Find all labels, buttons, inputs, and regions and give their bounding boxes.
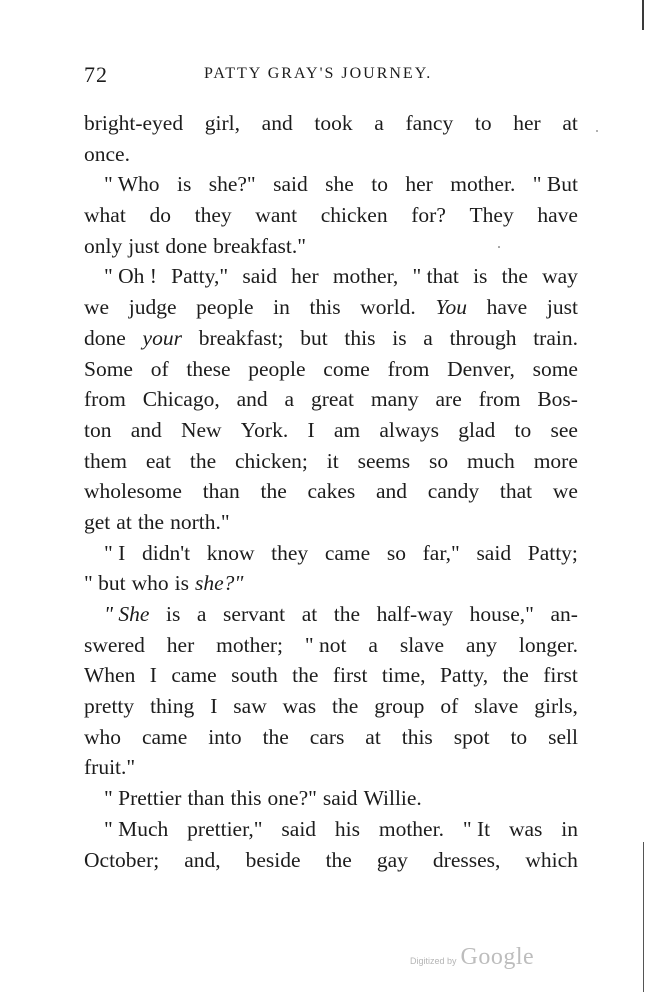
word: thing [150,694,195,719]
word: world. [360,295,416,320]
text-line [84,231,578,262]
text-line [84,476,578,507]
page-number: 72 [84,62,108,87]
word: chicken [320,203,388,228]
word: girl, [204,111,240,135]
paper-speck [596,130,598,132]
word: first [543,663,578,688]
word: done [165,233,208,258]
word: " Oh ! [104,264,157,289]
word: who [84,724,122,749]
text-line [84,169,578,200]
word: for? [411,203,446,228]
running-title: PATTY GRAY'S JOURNEY. [204,65,433,82]
word: longer. [518,632,578,657]
word: glad [458,417,496,442]
word: said [242,264,277,289]
text-line [84,415,578,446]
word: north." [170,509,230,534]
word: cakes [307,479,356,504]
word: just [546,295,578,320]
word: saw [233,694,267,719]
word: this [309,295,341,320]
word: time, [381,663,426,688]
word: I [210,694,218,719]
word: " It [462,816,491,841]
word: is [176,172,192,197]
word: Denver, [447,356,515,381]
word: said [476,540,512,565]
word: some [532,356,578,381]
word: the [501,264,528,289]
word: October; [84,847,160,872]
word: Willie. [363,786,422,811]
word: at [562,111,578,135]
body-text [84,108,578,875]
word: more [533,448,578,473]
word: in [561,816,578,841]
text-line [84,752,578,783]
word: we [84,295,110,320]
word: judge [128,295,177,320]
word: pretty [84,694,135,719]
word: came [324,540,371,565]
word: them [84,448,127,473]
word: at [365,724,381,749]
word: but [300,325,328,350]
text-line [84,538,578,569]
word: many [370,387,419,412]
word: at [301,602,318,626]
word: chicken; [235,448,308,473]
word: at [116,509,132,534]
word: was [508,816,543,841]
word: breakfast; [198,325,284,350]
word: so [429,448,449,473]
word: her [405,172,433,197]
word: slave [474,694,519,719]
word: so [386,540,406,565]
word: Some [84,356,133,381]
word: this [401,724,433,749]
word: came [171,663,217,688]
paper-speck [498,246,500,248]
word: the [333,602,361,626]
word: bright-eyed [84,111,184,135]
word: didn't [141,540,191,565]
word: train. [533,325,578,350]
word: half-way [376,602,454,626]
word: fruit." [84,755,136,780]
google-watermark [410,944,534,971]
word: it [326,448,339,473]
word: only [84,233,123,258]
word: any [465,632,497,657]
word: the [325,847,352,872]
word: once. [84,141,130,166]
word: the [260,479,287,504]
word: dresses, [432,847,501,872]
word: she [325,172,354,197]
word: from [387,356,430,381]
word: York. [240,417,289,442]
word: is [174,571,189,596]
word: people [196,295,254,320]
text-line [84,845,578,876]
word: is [473,264,488,289]
word: " that [412,264,459,289]
word: which [525,847,578,872]
page-edge-line-top [642,0,644,30]
word: spot [453,724,490,749]
word: far," [422,540,460,565]
word: said [322,786,358,811]
word: want [255,203,298,228]
word: beside [245,847,301,872]
word: into [208,724,242,749]
word: are [435,387,462,412]
word: wholesome [84,479,182,504]
word: am [333,417,361,442]
word: one?" [267,786,317,811]
word: a [196,602,207,626]
word: have [537,203,578,228]
word: gay [376,847,408,872]
word: and [130,417,162,442]
word: great [310,387,354,412]
word: was [282,694,317,719]
word: her [513,111,541,135]
word: they [271,540,309,565]
word: from [84,387,126,412]
text-line [84,139,578,170]
word: " But [532,172,578,197]
word: know [206,540,255,565]
text-line [84,722,578,753]
text-line [84,691,578,722]
word: an- [550,602,578,626]
text-line [84,660,578,691]
word: come [323,356,370,381]
text-line [84,384,578,415]
word: a [374,111,384,135]
text-line [84,292,578,323]
word: south [231,663,278,688]
text-line [84,783,578,814]
text-line [84,568,578,599]
word: get [84,509,111,534]
word: she?" [195,571,244,596]
word: eat [145,448,171,473]
word: of [150,356,169,381]
word: group [374,694,425,719]
word: way [542,264,578,289]
word: " Who [104,172,160,197]
word: that [499,479,533,504]
word: the [332,694,359,719]
word: Bos- [537,387,578,412]
page-header [84,62,574,88]
word: Patty," [171,264,229,289]
word: said [273,172,308,197]
word: to [371,172,388,197]
word: They [469,203,514,228]
word: mother; [216,632,283,657]
word: a [423,325,433,350]
text-line [84,630,578,661]
word: " Prettier [104,786,182,811]
word: slave [399,632,445,657]
word: and [261,111,293,135]
word: her [291,264,319,289]
word: ton [84,417,112,442]
word: first [332,663,368,688]
word: " She [104,602,150,626]
word: breakfast." [213,233,307,258]
word: than [187,786,225,811]
word: sell [548,724,578,749]
word: prettier," [187,816,263,841]
word: who [131,571,169,596]
word: she?" [208,172,256,197]
text-line [84,507,578,538]
google-logo: Google [460,944,535,970]
text-line [84,814,578,845]
word: much [467,448,515,473]
word: When [84,663,136,688]
word: " not [304,632,347,657]
word: these [186,356,231,381]
word: " Much [104,816,169,841]
word: just [128,233,160,258]
word: the [189,448,217,473]
text-line [84,446,578,477]
word: they [194,203,232,228]
word: his [334,816,360,841]
word: have [486,295,528,320]
word: is [166,602,181,626]
word: always [379,417,440,442]
word: I [149,663,157,688]
word: mother. [450,172,516,197]
word: the [137,509,165,534]
word: what [84,203,126,228]
word: to [514,417,532,442]
text-line [84,323,578,354]
word: came [141,724,188,749]
word: a [368,632,378,657]
word: fancy [405,111,454,135]
word: swered [84,632,145,657]
word: " I [104,540,126,565]
word: your [142,325,182,350]
word: servant [223,602,286,626]
word: the [262,724,289,749]
word: in [273,295,290,320]
page-edge-line-bottom [643,842,645,992]
word: cars [309,724,345,749]
word: people [248,356,306,381]
word: " but [84,571,126,596]
word: is [392,325,407,350]
word: and, [184,847,221,872]
text-line [84,354,578,385]
word: mother. [378,816,444,841]
word: Patty; [527,540,578,565]
word: a [284,387,295,412]
word: this [344,325,376,350]
word: and [236,387,268,412]
word: I [307,417,315,442]
word: You [435,295,467,320]
word: mother, [332,264,399,289]
word: this [230,786,262,811]
word: the [292,663,319,688]
text-line [84,599,578,630]
word: her [166,632,195,657]
word: to [510,724,528,749]
word: Patty, [439,663,489,688]
word: from [478,387,521,412]
word: see [550,417,578,442]
word: done [84,325,126,350]
word: and [376,479,408,504]
text-line [84,261,578,292]
word: we [552,479,578,504]
text-line [84,108,578,139]
text-line [84,200,578,231]
word: New [180,417,222,442]
word: took [314,111,353,135]
word: Chicago, [142,387,220,412]
watermark-prefix: Digitized by [410,956,457,966]
word: seems [357,448,411,473]
word: said [281,816,317,841]
word: house," [469,602,534,626]
word: do [149,203,171,228]
word: candy [427,479,480,504]
word: the [502,663,529,688]
word: through [449,325,517,350]
word: to [474,111,492,135]
word: girls, [534,694,578,719]
word: of [440,694,459,719]
word: than [202,479,240,504]
